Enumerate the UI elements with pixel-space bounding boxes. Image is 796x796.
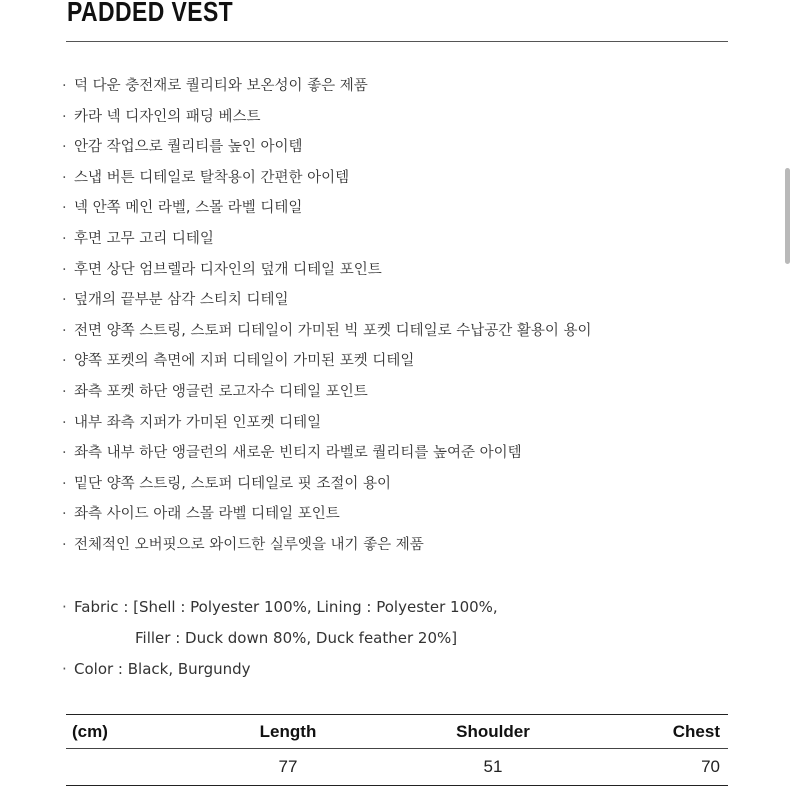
list-item [62, 287, 592, 318]
spec-section [62, 594, 498, 687]
shoulder-header: Shoulder [456, 721, 530, 741]
shoulder-cell: 51 [483, 757, 503, 776]
feature-text: 좌측 내부 하단 앵글런의 새로운 빈티지 라벨로 퀄리티를 높여준 아이템 [74, 445, 522, 462]
feature-text: 양쪽 포켓의 측면에 지퍼 디테일이 가미된 포켓 디테일 [74, 353, 415, 370]
list-item [62, 410, 592, 441]
feature-text: 스냅 버튼 디테일로 탈착용이 간편한 아이템 [74, 169, 350, 186]
bullet-icon: · [62, 200, 67, 217]
feature-text: 후면 고무 고리 디테일 [74, 230, 214, 247]
bullet-icon: · [62, 139, 67, 156]
bullet-icon: · [62, 475, 67, 492]
size-table [66, 714, 728, 786]
feature-text: 안감 작업으로 퀄리티를 높인 아이템 [74, 139, 303, 156]
feature-text: 넥 안쪽 메인 라벨, 스몰 라벨 디테일 [74, 200, 303, 217]
fabric-text: Fabric : [Shell : Polyester 100%, Lining : Polyester 100%, [74, 598, 498, 616]
unit-header: (cm) [72, 721, 108, 741]
bullet-icon: · [62, 383, 67, 400]
length-cell: 77 [278, 757, 298, 776]
table-header-row [66, 715, 728, 749]
feature-text: 카라 넥 디자인의 패딩 베스트 [74, 108, 261, 125]
list-item [62, 501, 592, 532]
feature-text: 덮개의 끝부분 삼각 스티치 디테일 [74, 292, 289, 309]
feature-text: 밑단 양쪽 스트링, 스토퍼 디테일로 핏 조절이 용이 [74, 475, 392, 492]
bullet-icon: · [62, 506, 67, 523]
list-item [62, 104, 592, 135]
bullet-icon: · [62, 598, 67, 616]
feature-text: 전면 양쪽 스트링, 스토퍼 디테일이 가미된 빅 포켓 디테일로 수납공간 활용이 용이 [74, 322, 592, 339]
list-item [62, 134, 592, 165]
title-divider [66, 41, 728, 42]
feature-text: 덕 다운 충전재로 퀄리티와 보온성이 좋은 제품 [74, 78, 368, 94]
bullet-icon: · [62, 536, 67, 553]
bullet-icon: · [62, 445, 67, 462]
list-item [62, 318, 592, 349]
list-item [62, 348, 592, 379]
filler-line: Filler : Duck down 80%, Duck feather 20%] [135, 629, 458, 647]
list-item [62, 532, 592, 563]
list-item [62, 195, 592, 226]
size-label-cell [66, 749, 212, 786]
list-item [62, 257, 592, 288]
feature-text: 전체적인 오버핏으로 와이드한 실루엣을 내기 좋은 제품 [74, 536, 424, 553]
feature-text: 좌측 사이드 아래 스몰 라벨 디테일 포인트 [74, 506, 340, 523]
bullet-icon: · [62, 78, 67, 94]
chest-header: Chest [672, 721, 720, 741]
chest-cell: 70 [701, 757, 720, 776]
scrollbar-thumb[interactable] [785, 168, 790, 264]
bullet-icon: · [62, 660, 67, 678]
table-row [66, 749, 728, 786]
list-item [62, 379, 592, 410]
page-title: PADDED VEST [67, 0, 234, 27]
fabric-line [62, 594, 498, 625]
length-header: Length [259, 721, 317, 741]
list-item [62, 165, 592, 196]
bullet-icon: · [62, 169, 67, 186]
bullet-icon: · [62, 414, 67, 431]
feature-list [62, 73, 592, 563]
bullet-icon: · [62, 108, 67, 125]
feature-text: 후면 상단 엄브렐라 디자인의 덮개 디테일 포인트 [74, 261, 382, 278]
color-line [62, 656, 498, 687]
list-item [62, 440, 592, 471]
bullet-icon: · [62, 353, 67, 370]
bullet-icon: · [62, 261, 67, 278]
bullet-icon: · [62, 230, 67, 247]
list-item [62, 226, 592, 257]
bullet-icon: · [62, 322, 67, 339]
feature-text: 좌측 포켓 하단 앵글런 로고자수 디테일 포인트 [74, 383, 368, 400]
list-item [62, 73, 592, 104]
bullet-icon: · [62, 292, 67, 309]
color-text: Color : Black, Burgundy [74, 660, 251, 678]
list-item [62, 471, 592, 502]
feature-text: 내부 좌측 지퍼가 가미된 인포켓 디테일 [74, 414, 322, 431]
